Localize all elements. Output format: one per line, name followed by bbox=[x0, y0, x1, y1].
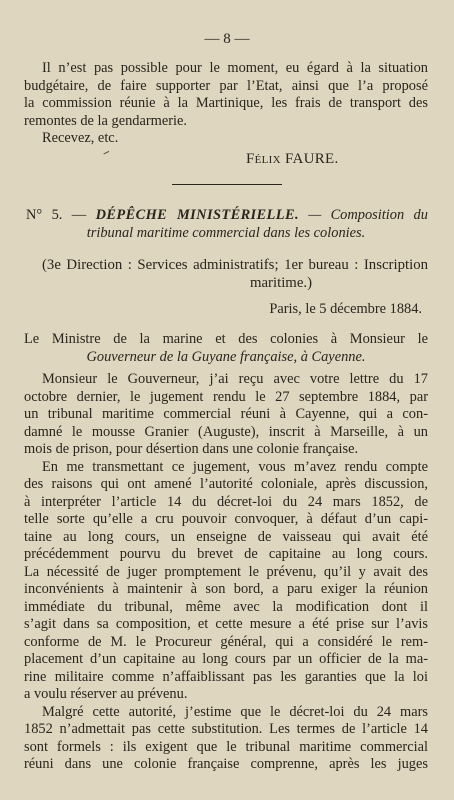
text-line: à interpréter l’article 14 du décret-loi du 24 mars 1852, de bbox=[24, 493, 428, 510]
page-number: — 8 — bbox=[204, 31, 250, 47]
paragraph-budget bbox=[24, 60, 428, 130]
text-line: octobre dernier, le jugement rendu le 27 septembre 1884, par bbox=[24, 388, 428, 405]
address-block bbox=[24, 331, 428, 366]
text-line: précédemment pourvu du brevet de capitaine au long cours. bbox=[24, 546, 428, 562]
text-line: remontes de la gendarmerie. bbox=[24, 112, 188, 129]
heading-line bbox=[24, 207, 428, 225]
address-line: Le Ministre de la marine et des colonies à Monsieur le bbox=[24, 331, 428, 347]
text-line: damné le mousse Granier (Auguste), inscrit à Marseille, à un bbox=[24, 423, 428, 440]
text-line: a voulu réserver au prévenu. bbox=[24, 686, 188, 702]
text-line: rine militaire comme n’affaiblissant pas les garanties que la loi bbox=[24, 668, 428, 685]
signature: Félix FAURE. bbox=[246, 151, 339, 167]
dispatch-subject-cont: tribunal maritime commercial dans les colonies. bbox=[86, 224, 366, 241]
dispatch-subject: — Composition du bbox=[308, 207, 428, 223]
heading-dash: — bbox=[71, 207, 87, 223]
text-line: budgétaire, de faire supporter par l’Etat, ainsi que l’a proposé bbox=[24, 77, 428, 94]
direction-block bbox=[24, 257, 428, 292]
text-line: mois de prison, pour désertion dans une colonie française. bbox=[24, 441, 359, 457]
letter-body bbox=[24, 371, 428, 774]
text-line: 1852 n’admettait pas cette substitution. Les termes de l’article 14 bbox=[24, 721, 428, 737]
dispatch-number: N° 5. bbox=[26, 207, 63, 223]
direction-line: maritime.) bbox=[249, 274, 313, 291]
text-line: conforme de M. le Procureur général, qui a considéré le rem- bbox=[24, 633, 428, 650]
separator-rule bbox=[172, 184, 282, 185]
text-line: s’agit dans sa composition, et cette mesure a été prise sur l’avis bbox=[24, 616, 428, 632]
text-line: taine au long cours, un enseigne de vaisseau qui avait été bbox=[24, 528, 428, 545]
text-line: un tribunal maritime commercial réuni à Cayenne, qui a con- bbox=[24, 406, 428, 422]
text-line: réuni dans une colonie française comprenne, après les juges bbox=[24, 756, 428, 772]
ink-mark bbox=[103, 151, 110, 157]
date-block bbox=[24, 301, 428, 319]
signature-block bbox=[246, 151, 428, 169]
closing-formula: Recevez, etc. bbox=[42, 130, 119, 146]
closing-block bbox=[24, 130, 428, 148]
text-line: inconvénients à maintenir à son bord, a paru exiger la réunion bbox=[24, 581, 428, 597]
dispatch-title: DÉPÊCHE MINISTÉRIELLE. bbox=[95, 207, 299, 223]
direction-line: (3e Direction : Services administratifs; 1er bureau : Inscription bbox=[42, 257, 428, 273]
text-line: placement d’un capitaine au long cours par un officier de la ma- bbox=[24, 651, 428, 667]
text-line: sont formels : ils exigent que le tribunal maritime commercial bbox=[24, 738, 428, 755]
text-line: La nécessité de juger promptement le prévenu, qu’il y avait des bbox=[24, 563, 428, 580]
dispatch-heading bbox=[24, 207, 428, 242]
text-line: En me transmettant ce jugement, vous m’avez rendu compte bbox=[42, 458, 428, 475]
text-line: Malgré cette autorité, j’estime que le décret-loi du 24 mars bbox=[42, 703, 428, 720]
address-line: Gouverneur de la Guyane française, à Cayenne. bbox=[86, 348, 366, 365]
text-line: Il n’est pas possible pour le moment, eu égard à la situation bbox=[42, 60, 428, 76]
text-line: des raisons qui ont amené l’autorité coloniale, après discussion, bbox=[24, 476, 428, 492]
text-line: telle sorte qu’elle a cru pouvoir convoquer, à défaut d’un capi- bbox=[24, 511, 428, 527]
text-line: Monsieur le Gouverneur, j’ai reçu avec votre lettre du 17 bbox=[42, 371, 428, 387]
dispatch-date: Paris, le 5 décembre 1884. bbox=[269, 301, 422, 317]
text-line: immédiate du tribunal, même avec la modification dont il bbox=[24, 598, 428, 615]
text-line: la commission réunie à la Martinique, les frais de transport des bbox=[24, 95, 428, 111]
